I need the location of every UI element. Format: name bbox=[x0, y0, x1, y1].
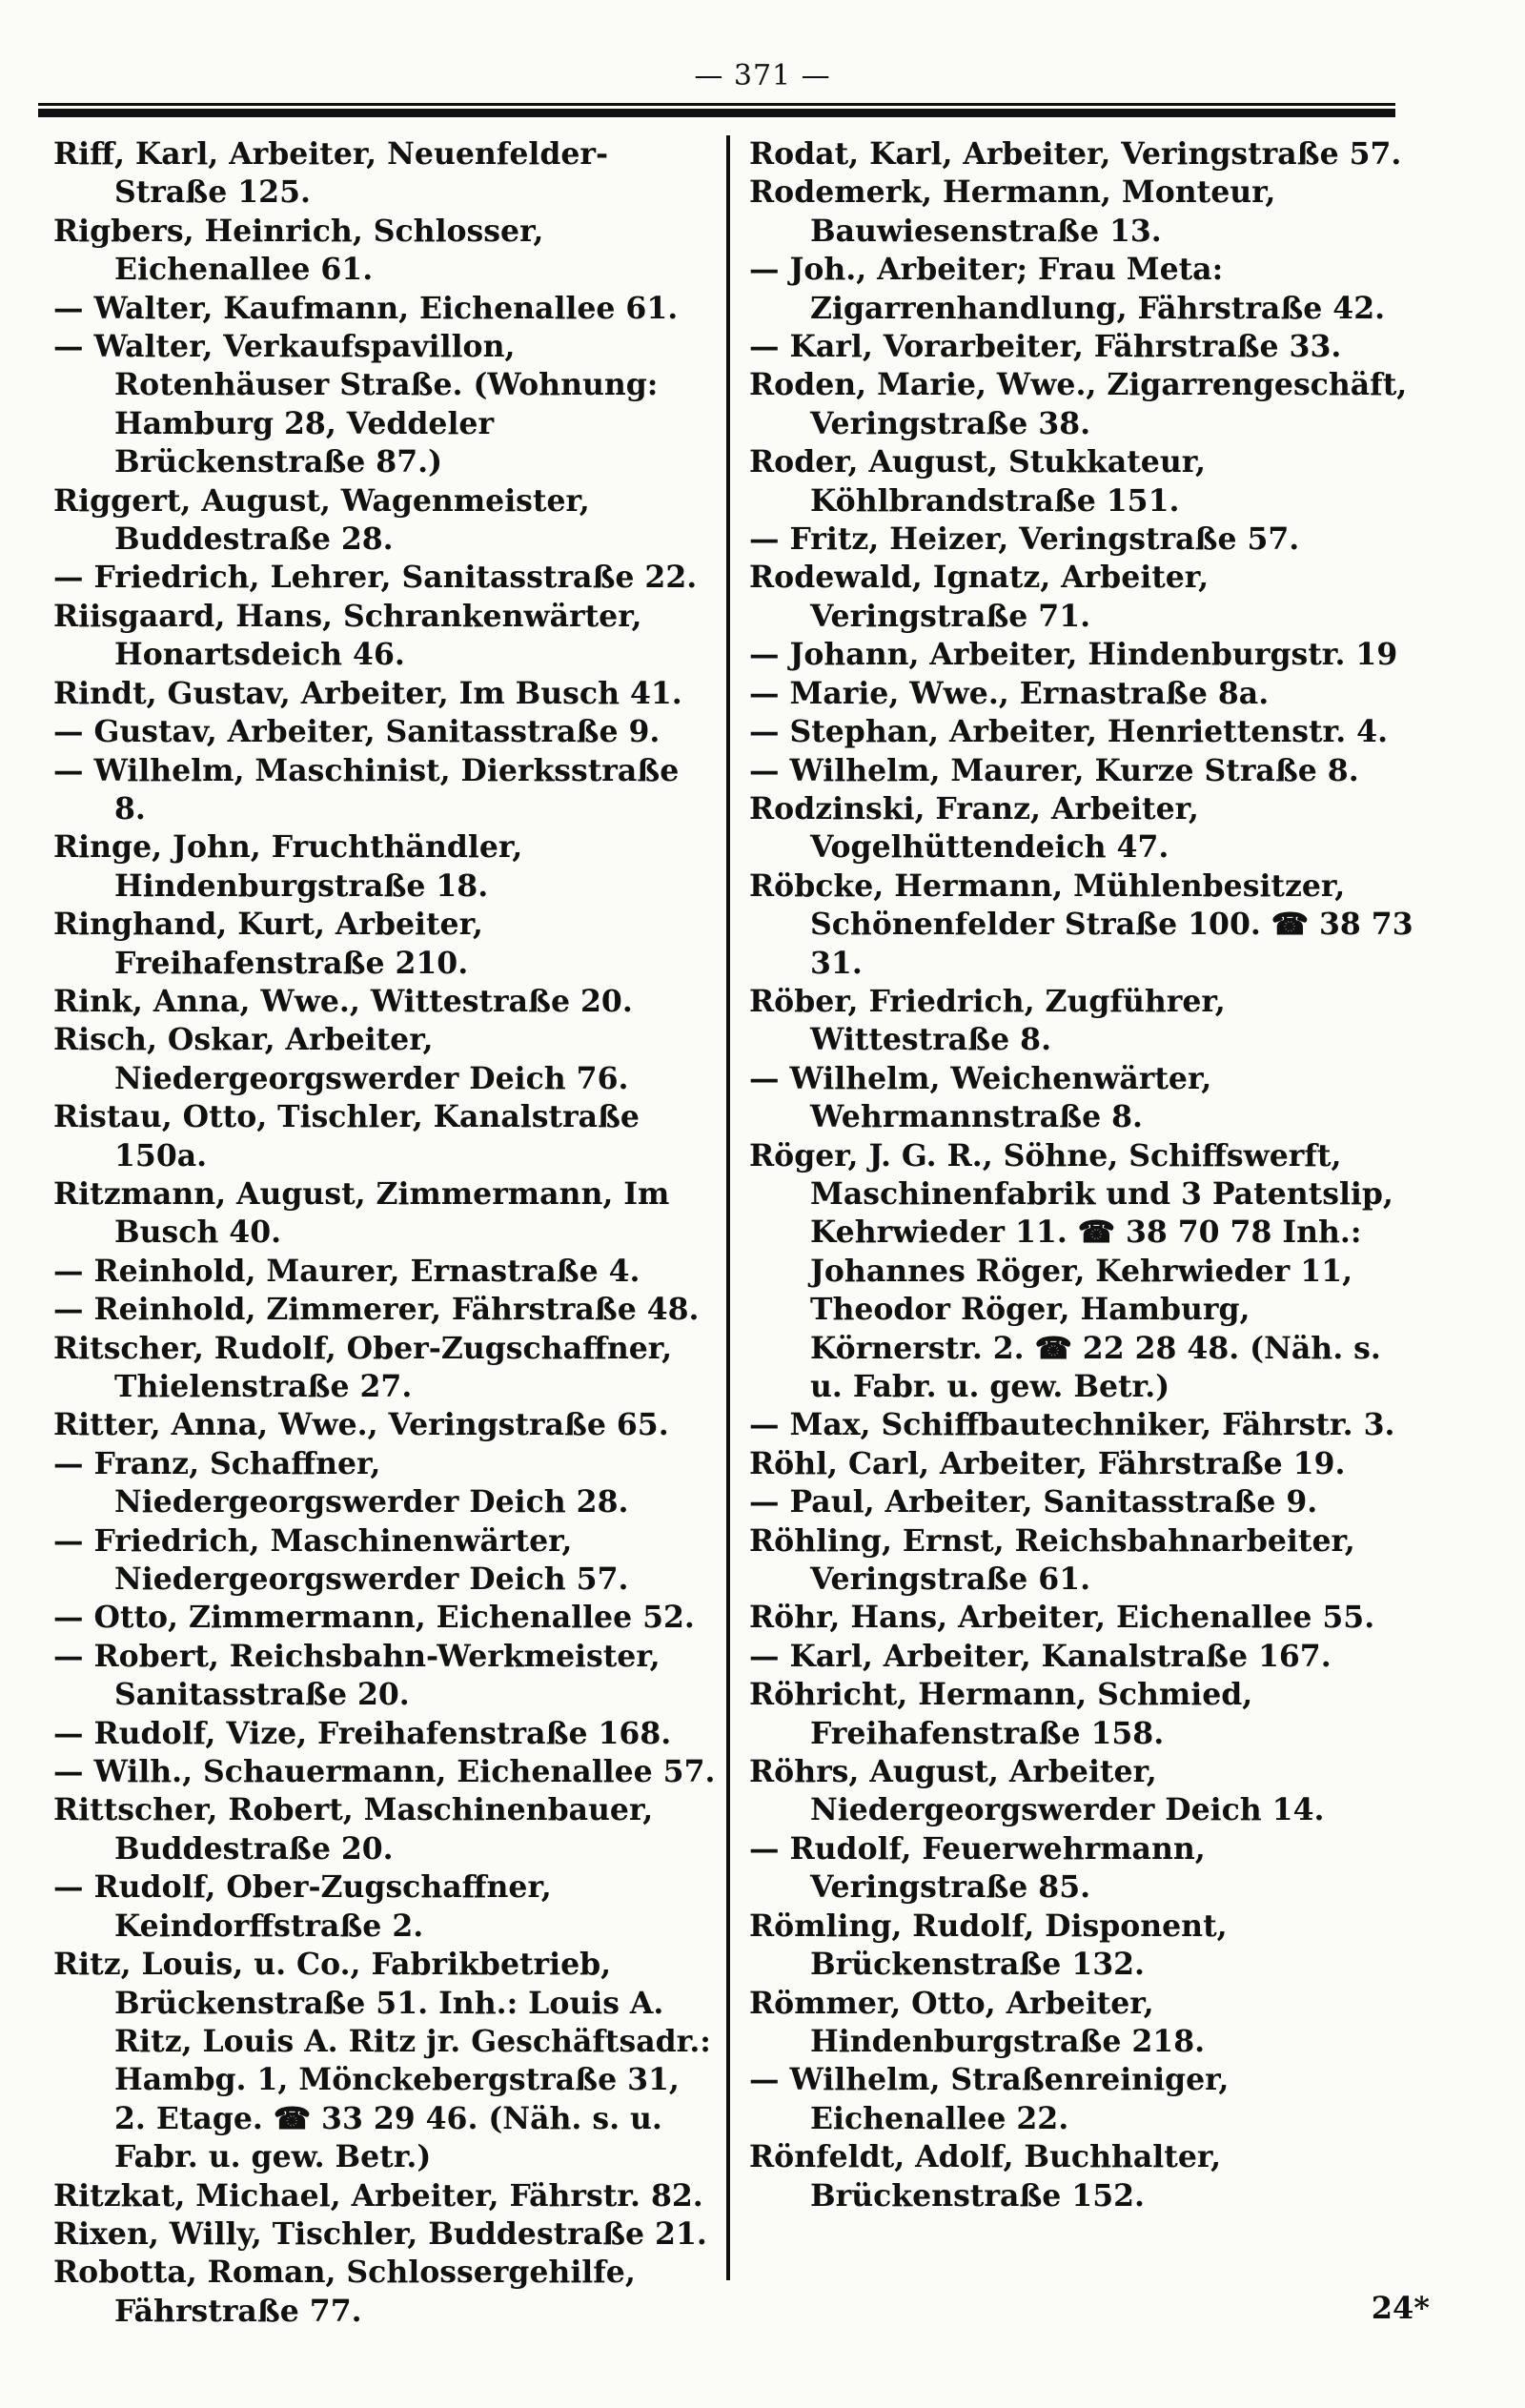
directory-entry: — Gustav, Arbeiter, Sanitasstraße 9. bbox=[53, 714, 661, 750]
directory-entry: Riff, Karl, Arbeiter, Neuenfelder-Straße 125. bbox=[53, 136, 609, 211]
directory-entry: Rigbers, Heinrich, Schlosser, Eichenallee 61. bbox=[53, 213, 544, 288]
directory-entry: — Max, Schiffbautechniker, Fährstr. 3. bbox=[749, 1407, 1395, 1443]
directory-entry: — Karl, Arbeiter, Kanalstraße 167. bbox=[749, 1638, 1332, 1674]
directory-entry: Ringhand, Kurt, Arbeiter, Freihafenstraße 210. bbox=[53, 907, 483, 981]
directory-entry: — Friedrich, Maschinenwärter, Niedergeorgswerder Deich 57. bbox=[53, 1522, 629, 1598]
directory-entry: — Reinhold, Maurer, Ernastraße 4. bbox=[53, 1253, 640, 1289]
directory-entry: Ritter, Anna, Wwe., Veringstraße 65. bbox=[53, 1407, 669, 1443]
directory-entry: Roder, August, Stukkateur, Köhlbrandstraße 151. bbox=[749, 444, 1207, 519]
directory-entry: — Johann, Arbeiter, Hindenburgstr. 19 bbox=[749, 637, 1398, 673]
page-number: — 371 — bbox=[694, 59, 831, 92]
directory-entry: Ritzmann, August, Zimmermann, Im Busch 40. bbox=[53, 1175, 670, 1251]
directory-entry: — Walter, Verkaufspavillon, Rotenhäuser Straße. (Wohnung: Hamburg 28, Veddeler Brückenstraße 87.) bbox=[53, 329, 659, 480]
directory-entry: Rittscher, Robert, Maschinenbauer, Buddestraße 20. bbox=[53, 1792, 654, 1867]
directory-entry: Ringe, John, Fruchthändler, Hindenburgstraße 18. bbox=[53, 829, 523, 904]
directory-entry: Rodat, Karl, Arbeiter, Veringstraße 57. bbox=[749, 136, 1402, 172]
directory-entry: Robotta, Roman, Schlossergehilfe, Fährstraße 77. bbox=[53, 2255, 636, 2329]
directory-entry: Rodzinski, Franz, Arbeiter, Vogelhüttendeich 47. bbox=[749, 790, 1199, 866]
directory-entry: Rodewald, Ignatz, Arbeiter, Veringstraße 71. bbox=[749, 560, 1210, 634]
directory-entry: — Wilh., Schauermann, Eichenallee 57. bbox=[53, 1754, 716, 1790]
directory-entry: — Fritz, Heizer, Veringstraße 57. bbox=[749, 521, 1300, 558]
directory-entry: Ritz, Louis, u. Co., Fabrikbetrieb, Brückenstraße 51. Inh.: Louis A. Ritz, Louis A. Ritz jr. Geschäftsadr.: Hambg. 1, Mönckebergstraße 31, 2. Etage. ☎ 33 29 46. (Näh. s. u. Fabr. u. gew. Betr.) bbox=[53, 1947, 711, 2175]
header-rule-thick bbox=[38, 109, 1395, 117]
directory-entry: — Otto, Zimmermann, Eichenallee 52. bbox=[53, 1600, 695, 1636]
directory-entry: — Stephan, Arbeiter, Henriettenstr. 4. bbox=[749, 714, 1389, 750]
directory-entry: Ristau, Otto, Tischler, Kanalstraße 150a. bbox=[53, 1099, 640, 1173]
directory-entry: Ritscher, Rudolf, Ober-Zugschaffner, Thielenstraße 27. bbox=[53, 1330, 673, 1404]
directory-entry: — Friedrich, Lehrer, Sanitasstraße 22. bbox=[53, 560, 698, 596]
directory-entry: — Wilhelm, Maurer, Kurze Straße 8. bbox=[749, 752, 1359, 788]
directory-entry: — Marie, Wwe., Ernastraße 8a. bbox=[749, 675, 1270, 711]
directory-entry: Roden, Marie, Wwe., Zigarrengeschäft, Veringstraße 38. bbox=[749, 367, 1408, 441]
directory-entry: — Rudolf, Vize, Freihafenstraße 168. bbox=[53, 1715, 672, 1751]
directory-entry: Risch, Oskar, Arbeiter, Niedergeorgswerder Deich 76. bbox=[53, 1022, 629, 1096]
directory-entry: — Wilhelm, Straßenreiniger, Eichenallee 22. bbox=[749, 2062, 1230, 2136]
directory-entry: Rink, Anna, Wwe., Wittestraße 20. bbox=[53, 983, 633, 1019]
directory-entry: — Paul, Arbeiter, Sanitasstraße 9. bbox=[749, 1484, 1318, 1520]
directory-entry: Rixen, Willy, Tischler, Buddestraße 21. bbox=[53, 2215, 707, 2252]
directory-entry: — Wilhelm, Maschinist, Dierksstraße 8. bbox=[53, 752, 680, 826]
directory-entry: — Reinhold, Zimmerer, Fährstraße 48. bbox=[53, 1292, 700, 1328]
directory-entry: Röbcke, Hermann, Mühlenbesitzer, Schönenfelder Straße 100. ☎ 38 73 31. bbox=[749, 867, 1413, 981]
directory-entry: Riggert, August, Wagenmeister, Buddestraße 28. bbox=[53, 482, 590, 558]
directory-entry: — Walter, Kaufmann, Eichenallee 61. bbox=[53, 290, 679, 326]
header-rule-thin bbox=[38, 103, 1395, 106]
directory-entry: — Franz, Schaffner, Niedergeorgswerder Deich 28. bbox=[53, 1445, 629, 1520]
column-divider bbox=[726, 135, 730, 2280]
directory-entry: — Karl, Vorarbeiter, Fährstraße 33. bbox=[749, 329, 1342, 365]
directory-entry: — Joh., Arbeiter; Frau Meta: Zigarrenhandlung, Fährstraße 42. bbox=[749, 252, 1386, 326]
directory-entry: — Robert, Reichsbahn-Werkmeister, Sanitasstraße 20. bbox=[53, 1638, 661, 1713]
signature-mark: 24* bbox=[1371, 2290, 1430, 2326]
directory-entry: — Wilhelm, Weichenwärter, Wehrmannstraße 8. bbox=[749, 1060, 1212, 1135]
right-column bbox=[749, 135, 1416, 2215]
directory-entry: Römmer, Otto, Arbeiter, Hindenburgstraße 218. bbox=[749, 1985, 1206, 2059]
directory-entry: Römling, Rudolf, Disponent, Brückenstraße 132. bbox=[749, 1908, 1228, 1983]
directory-entry: Röhrs, August, Arbeiter, Niedergeorgswerder Deich 14. bbox=[749, 1754, 1325, 1828]
directory-entry: Röhricht, Hermann, Schmied, Freihafenstraße 158. bbox=[749, 1677, 1253, 1751]
directory-entry: — Rudolf, Ober-Zugschaffner, Keindorffstraße 2. bbox=[53, 1869, 552, 1944]
directory-entry: Röhr, Hans, Arbeiter, Eichenallee 55. bbox=[749, 1600, 1375, 1636]
directory-entry: — Rudolf, Feuerwehrmann, Veringstraße 85. bbox=[749, 1830, 1206, 1906]
directory-entry: Ritzkat, Michael, Arbeiter, Fährstr. 82. bbox=[53, 2177, 703, 2214]
directory-entry: Röber, Friedrich, Zugführer, Wittestraße 8. bbox=[749, 983, 1226, 1058]
left-column bbox=[53, 135, 721, 2331]
directory-entry: Röger, J. G. R., Söhne, Schiffswerft, Maschinenfabrik und 3 Patentslip, Kehrwieder 11. ☎ 38 70 78 Inh.: Johannes Röger, Kehrwieder 11, Theodor Röger, Hamburg, Körnerstr. 2. ☎ 22 28 48. (Näh. s. u. Fabr. u. gew. Betr.) bbox=[749, 1137, 1393, 1404]
directory-entry: Rodemerk, Hermann, Monteur, Bauwiesenstraße 13. bbox=[749, 174, 1276, 249]
directory-entry: Rindt, Gustav, Arbeiter, Im Busch 41. bbox=[53, 675, 682, 711]
directory-entry: Röhl, Carl, Arbeiter, Fährstraße 19. bbox=[749, 1445, 1346, 1481]
directory-entry: Riisgaard, Hans, Schrankenwärter, Honartsdeich 46. bbox=[53, 598, 642, 673]
directory-entry: Rönfeldt, Adolf, Buchhalter, Brückenstraße 152. bbox=[749, 2139, 1222, 2214]
directory-entry: Röhling, Ernst, Reichsbahnarbeiter, Veringstraße 61. bbox=[749, 1522, 1355, 1598]
